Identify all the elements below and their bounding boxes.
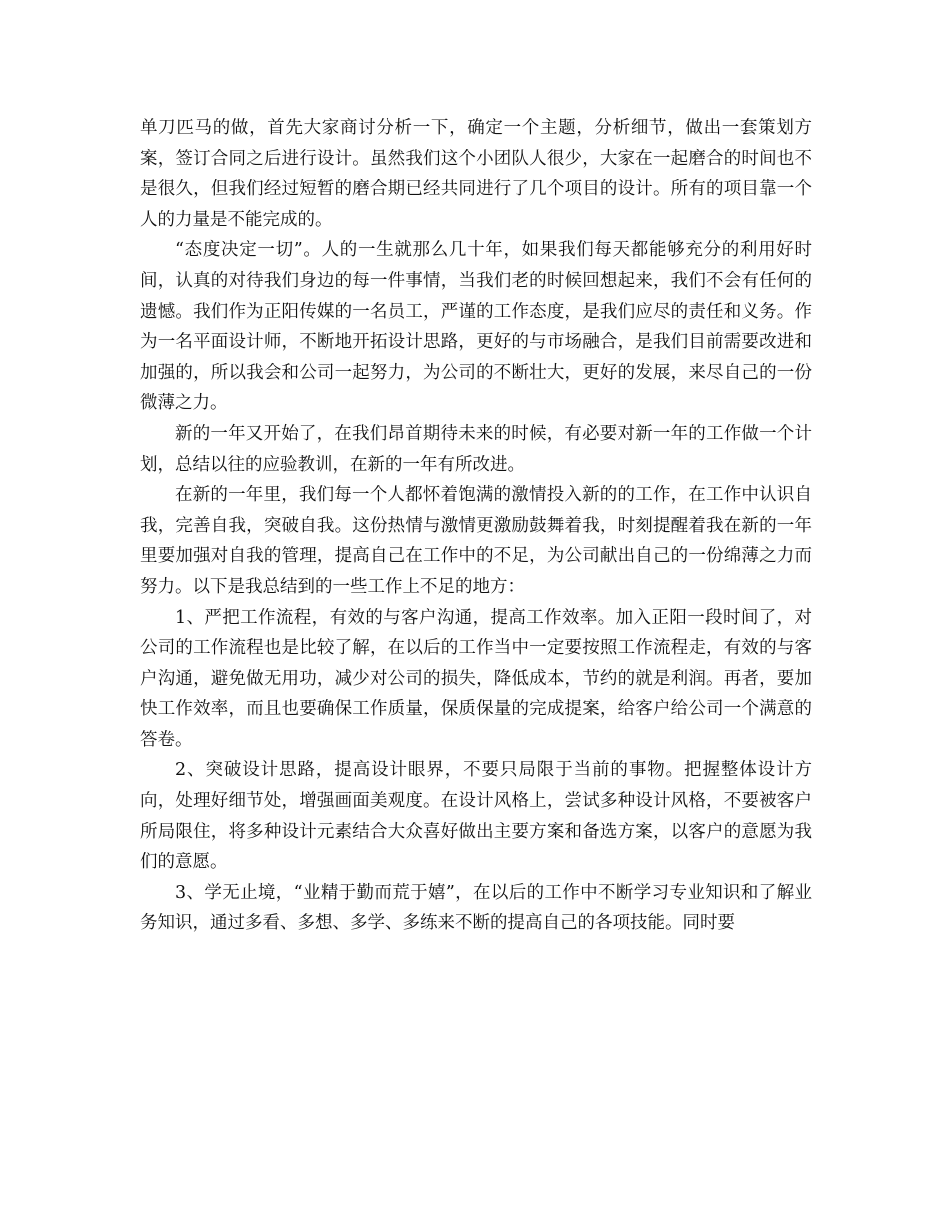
paragraph-6: 2、突破设计思路，提高设计眼界，不要只局限于当前的事物。把握整体设计方向，处理好细节处，增强画面美观度。在设计风格上，尝试多种设计风格，不要被客户所局限住，将多种设计元素结合大众喜好做出主要方案和备选方案，以客户的意愿为我们的意愿。 bbox=[140, 760, 812, 873]
paragraph-1: 单刀匹马的做，首先大家商讨分析一下，确定一个主题，分析细节，做出一套策划方案，签订合同之后进行设计。虽然我们这个小团队人很少，大家在一起磨合的时间也不是很久，但我们经过短暂的磨合期已经共同进行了几个项目的设计。所有的项目靠一个人的力量是不能完成的。 bbox=[140, 118, 812, 230]
paragraph-3: 新的一年又开始了，在我们昂首期待未来的时候，有必要对新一年的工作做一个计划，总结以往的应验教训，在新的一年有所改进。 bbox=[140, 423, 812, 475]
paragraph-2: “态度决定一切”。人的一生就那么几十年，如果我们每天都能够充分的利用好时间，认真的对待我们身边的每一件事情，当我们老的时候回想起来，我们不会有任何的遗憾。我们作为正阳传媒的一名员工，严谨的工作态度，是我们应尽的责任和义务。作为一名平面设计师，不断地开拓设计思路，更好的与市场融合，是我们目前需要改进和加强的，所以我会和公司一起努力，为公司的不断壮大，更好的发展，来尽自己的一份微薄之力。 bbox=[140, 240, 812, 414]
paragraph-5: 1、严把工作流程，有效的与客户沟通，提高工作效率。加入正阳一段时间了，对公司的工作流程也是比较了解，在以后的工作当中一定要按照工作流程走，有效的与客户沟通，避免做无用功，减少对公司的损失，降低成本，节约的就是利润。再者，要加快工作效率，而且也要确保工作质量，保质保量的完成提案，给客户给公司一个满意的答卷。 bbox=[140, 607, 812, 750]
paragraph-7: 3、学无止境，“业精于勤而荒于嬉”，在以后的工作中不断学习专业知识和了解业务知识，通过多看、多想、多学、多练来不断的提高自己的各项技能。同时要 bbox=[140, 882, 812, 934]
document-body bbox=[140, 113, 812, 939]
paragraph-4: 在新的一年里，我们每一个人都怀着饱满的激情投入新的的工作，在工作中认识自我，完善自我，突破自我。这份热情与激情更激励鼓舞着我，时刻提醒着我在新的一年里要加强对自我的管理，提高自己在工作中的不足，为公司献出自己的一份绵薄之力而努力。以下是我总结到的一些工作上不足的地方： bbox=[140, 485, 812, 597]
